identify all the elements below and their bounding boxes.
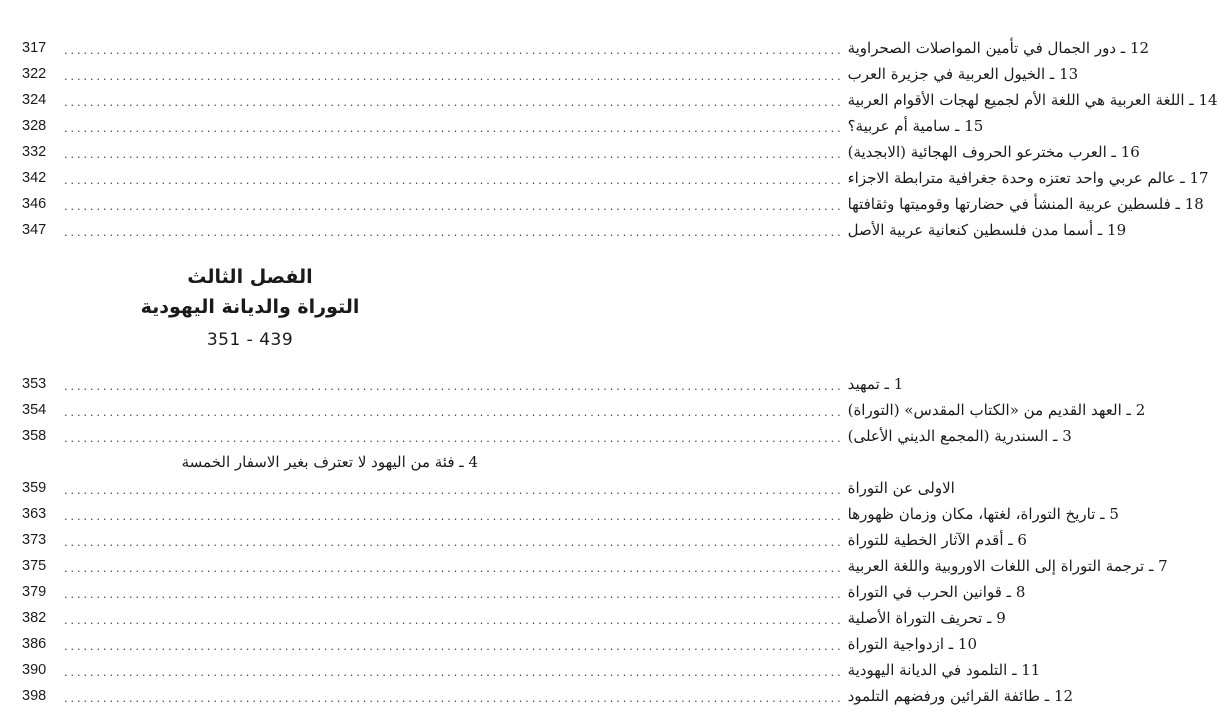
- toc-entry-title: 12 ـ دور الجمال في تأمين المواصلات الصحراوية: [847, 38, 1150, 57]
- toc-entry: [22, 631, 978, 657]
- toc-page-number: 375: [22, 557, 47, 574]
- chapter-subtitle: التوراة والديانة اليهودية: [140, 296, 360, 318]
- toc-dot-leader: ........................................................................................................................: [64, 95, 844, 109]
- toc-entry: [22, 683, 1074, 709]
- toc-entry-title: 6 ـ أقدم الآثار الخطية للتوراة: [847, 530, 1027, 549]
- toc-page-number: 390: [22, 661, 47, 678]
- toc-entry: [22, 139, 1140, 165]
- toc-dot-leader: ........................................................................................................................: [64, 379, 844, 393]
- toc-entry-title: 7 ـ ترجمة التوراة إلى اللغات الاوروبية واللغة العربية: [847, 556, 1168, 575]
- toc-page-number: 317: [22, 39, 47, 56]
- toc-page-number: 382: [22, 609, 47, 626]
- toc-page-number: 398: [22, 687, 47, 704]
- toc-entry: [22, 657, 1041, 683]
- toc-entry-title: 2 ـ العهد القديم من «الكتاب المقدس» (التوراة): [847, 400, 1146, 419]
- toc-entry: [22, 605, 1006, 631]
- toc-page-number: 359: [22, 479, 47, 496]
- toc-page-number: 353: [22, 375, 47, 392]
- toc-dot-leader: ........................................................................................................................: [64, 535, 844, 549]
- toc-dot-leader: ........................................................................................................................: [64, 665, 844, 679]
- toc-dot-leader: ........................................................................................................................: [64, 561, 844, 575]
- toc-entry-title: 15 ـ سامية أم عربية؟: [847, 116, 984, 135]
- toc-entry-title: 8 ـ قوانين الحرب في التوراة: [847, 582, 1026, 601]
- toc-entry: [22, 61, 1079, 87]
- toc-dot-leader: ........................................................................................................................: [64, 509, 844, 523]
- toc-page-number: 332: [22, 143, 47, 160]
- toc-entry-title: 19 ـ أسما مدن فلسطين كنعانية عربية الأصل: [847, 220, 1127, 239]
- toc-entry-title: 10 ـ ازدواجية التوراة: [847, 634, 978, 653]
- toc-dot-leader: ........................................................................................................................: [64, 173, 844, 187]
- toc-page-number: 346: [22, 195, 47, 212]
- toc-dot-leader: ........................................................................................................................: [64, 121, 844, 135]
- toc-entry: [22, 527, 1027, 553]
- toc-entry: [22, 449, 478, 475]
- toc-page-number: 358: [22, 427, 47, 444]
- toc-dot-leader: ........................................................................................................................: [64, 613, 844, 627]
- toc-entry: [22, 217, 1127, 243]
- toc-page-number: 354: [22, 401, 47, 418]
- toc-page-number: 373: [22, 531, 47, 548]
- toc-entry-title: 1 ـ تمهيد: [847, 374, 904, 393]
- toc-dot-leader: ........................................................................................................................: [64, 147, 844, 161]
- toc-dot-leader: ........................................................................................................................: [64, 405, 844, 419]
- toc-dot-leader: ........................................................................................................................: [64, 691, 844, 705]
- toc-dot-leader: ........................................................................................................................: [64, 483, 844, 497]
- chapter-title: الفصل الثالث: [187, 266, 313, 288]
- toc-page-number: 322: [22, 65, 47, 82]
- toc-entry: [22, 113, 984, 139]
- toc-dot-leader: ........................................................................................................................: [64, 431, 844, 445]
- toc-dot-leader: ........................................................................................................................: [64, 639, 844, 653]
- toc-list-top: [22, 35, 1218, 243]
- toc-dot-leader: ........................................................................................................................: [64, 225, 844, 239]
- toc-page-number: 347: [22, 221, 47, 238]
- toc-entry: [22, 397, 1146, 423]
- toc-entry: [22, 87, 1218, 113]
- toc-entry-title: 14 ـ اللغة العربية هي اللغة الأم لجميع لهجات الأقوام العربية: [847, 90, 1218, 109]
- toc-entry: [22, 475, 955, 501]
- toc-page-number: 342: [22, 169, 47, 186]
- toc-entry: [22, 423, 1072, 449]
- toc-entry-title: 13 ـ الخيول العربية في جزيرة العرب: [847, 64, 1079, 83]
- toc-entry-title: 4 ـ فئة من اليهود لا تعترف بغير الاسفار الخمسة: [181, 452, 478, 471]
- toc-entry-title: 3 ـ السندرية (المجمع الديني الأعلى): [847, 426, 1072, 445]
- toc-entry: [22, 191, 1204, 217]
- chapter-page-range: 351 - 439: [206, 330, 294, 350]
- toc-entry: [22, 165, 1209, 191]
- toc-entry-title: 5 ـ تاريخ التوراة، لغتها، مكان وزمان ظهورها: [847, 504, 1119, 523]
- toc-page-number: 363: [22, 505, 47, 522]
- toc-page-number: 328: [22, 117, 47, 134]
- toc-entry: [22, 501, 1119, 527]
- toc-entry-title: 17 ـ عالم عربي واحد تعتزه وحدة جغرافية مترابطة الاجزاء: [847, 168, 1209, 187]
- toc-page-number: 379: [22, 583, 47, 600]
- toc-page-number: 386: [22, 635, 47, 652]
- toc-entry-title: 18 ـ فلسطين عربية المنشأ في حضارتها وقوميتها وثقافتها: [847, 194, 1204, 213]
- toc-entry-title: 16 ـ العرب مخترعو الحروف الهجائية (الابجدية): [847, 142, 1140, 161]
- toc-entry-title: 12 ـ طائفة القرائين ورفضهم التلمود: [847, 686, 1074, 705]
- toc-entry: [22, 35, 1150, 61]
- toc-entry: [22, 371, 904, 397]
- toc-entry-title: 9 ـ تحريف التوراة الأصلية: [847, 608, 1006, 627]
- toc-entry-title: الاولى عن التوراة: [847, 478, 955, 497]
- toc-dot-leader: ........................................................................................................................: [64, 587, 844, 601]
- toc-page-number: 324: [22, 91, 47, 108]
- toc-dot-leader: ........................................................................................................................: [64, 69, 844, 83]
- toc-list-bottom: [22, 371, 1168, 709]
- toc-dot-leader: ........................................................................................................................: [64, 199, 844, 213]
- toc-entry: [22, 579, 1026, 605]
- toc-dot-leader: ........................................................................................................................: [64, 43, 844, 57]
- toc-entry-title: 11 ـ التلمود في الديانة اليهودية: [847, 660, 1041, 679]
- toc-entry: [22, 553, 1168, 579]
